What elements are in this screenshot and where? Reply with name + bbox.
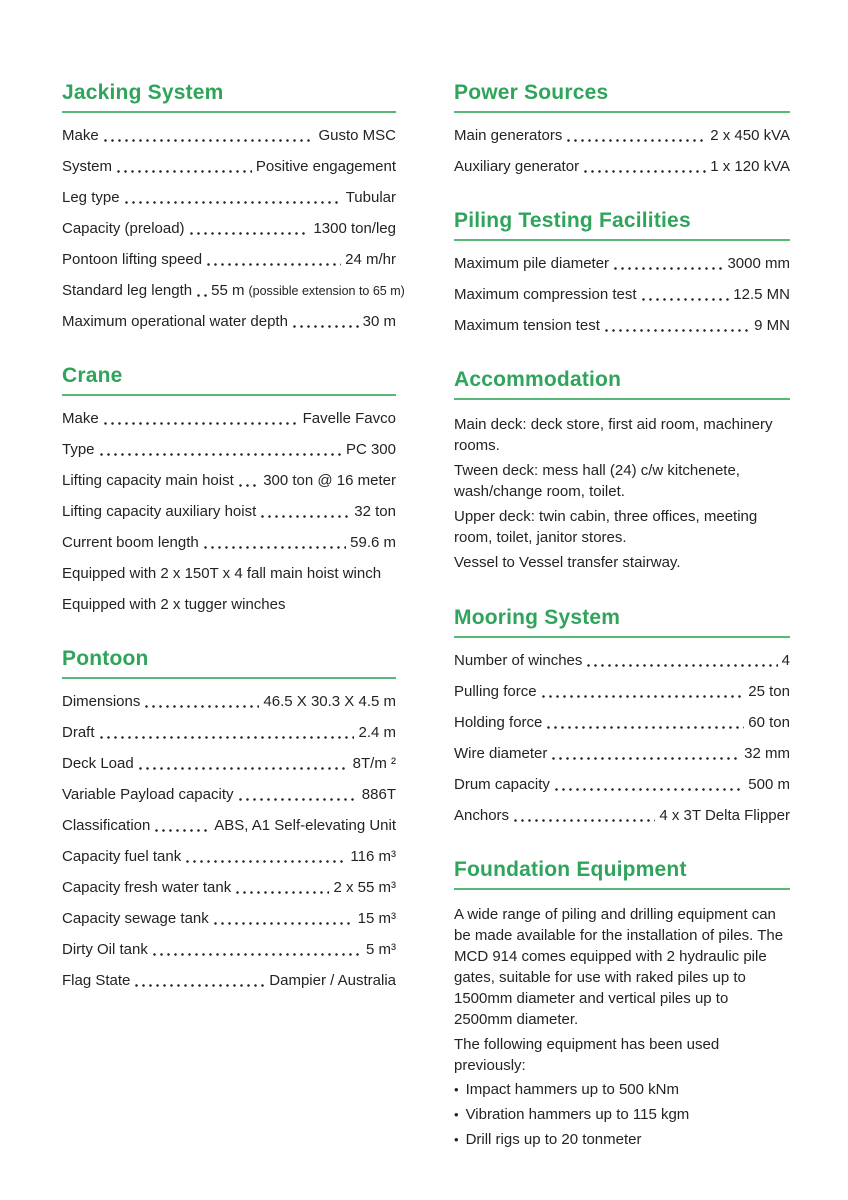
spec-label: Holding force xyxy=(454,714,543,731)
spec-value: 59.6 m xyxy=(350,534,396,551)
dot-leader xyxy=(514,819,655,822)
bullet-text: Impact hammers up to 500 kNm xyxy=(465,1081,679,1098)
spec-row xyxy=(454,127,790,145)
dot-leader xyxy=(100,736,355,739)
spec-label: Type xyxy=(62,441,95,458)
dot-leader xyxy=(117,170,252,173)
spec-row xyxy=(62,596,396,614)
spec-value: Tubular xyxy=(345,189,396,206)
spec-value: 886T xyxy=(361,786,396,803)
section-title: Accommodation xyxy=(454,368,622,391)
spec-value: PC 300 xyxy=(345,441,396,458)
spec-row xyxy=(454,807,790,825)
section-jacking-system xyxy=(62,80,405,331)
section-underline xyxy=(454,636,790,638)
spec-value: 55 m xyxy=(211,282,245,299)
bullet-text: Vibration hammers up to 115 kgm xyxy=(465,1106,690,1123)
spec-row xyxy=(454,158,790,176)
spec-row xyxy=(62,127,396,145)
spec-label: Main generators xyxy=(454,127,563,144)
spec-label: Anchors xyxy=(454,807,510,824)
spec-value: 15 m³ xyxy=(357,910,396,927)
spec-label: Make xyxy=(62,410,99,427)
section-power-sources xyxy=(454,80,790,176)
spec-value: 1 x 120 kVA xyxy=(710,158,790,175)
dot-leader xyxy=(186,860,346,863)
section-title: Power Sources xyxy=(454,81,609,104)
spec-row xyxy=(62,313,396,331)
dot-leader xyxy=(125,201,342,204)
spec-label: Pulling force xyxy=(454,683,537,700)
spec-row xyxy=(454,255,790,273)
spec-row xyxy=(62,282,405,300)
spec-row xyxy=(62,786,396,804)
spec-value: 5 m³ xyxy=(366,941,396,958)
spec-row xyxy=(454,745,790,763)
spec-value: 500 m xyxy=(748,776,790,793)
bullet-icon: • xyxy=(454,1082,459,1097)
spec-row xyxy=(62,220,396,238)
spec-row xyxy=(62,848,396,866)
section-mooring-system xyxy=(454,605,790,825)
spec-value: Positive engagement xyxy=(255,158,396,175)
dot-leader xyxy=(239,798,358,801)
bullet-icon: • xyxy=(454,1132,459,1147)
spec-value: 4 xyxy=(781,652,790,669)
spec-row xyxy=(62,472,396,490)
dot-leader xyxy=(155,829,210,832)
dot-leader xyxy=(204,546,346,549)
spec-label: Capacity fresh water tank xyxy=(62,879,232,896)
dot-leader xyxy=(587,664,777,667)
dot-leader xyxy=(552,757,740,760)
spec-row xyxy=(62,410,396,428)
dot-leader xyxy=(135,984,265,987)
spec-row xyxy=(454,317,790,335)
spec-row xyxy=(62,755,396,773)
spec-value: 4 x 3T Delta Flipper xyxy=(659,807,790,824)
spec-note: (possible extension to 65 m) xyxy=(248,284,405,298)
section-underline xyxy=(62,394,396,396)
spec-row xyxy=(62,503,396,521)
spec-label: Lifting capacity auxiliary hoist xyxy=(62,503,257,520)
spec-label: Capacity (preload) xyxy=(62,220,185,237)
section-foundation-equipment xyxy=(454,857,790,1150)
dot-leader xyxy=(642,298,730,301)
spec-label: Maximum operational water depth xyxy=(62,313,288,330)
spec-value: 2 x 450 kVA xyxy=(710,127,790,144)
spec-label: Dimensions xyxy=(62,693,141,710)
dot-leader xyxy=(153,953,362,956)
spec-label: System xyxy=(62,158,113,175)
spec-row xyxy=(62,972,396,990)
section-accommodation xyxy=(454,367,790,573)
dot-leader xyxy=(555,788,744,791)
spec-value: Gusto MSC xyxy=(318,127,396,144)
bullet-icon: • xyxy=(454,1107,459,1122)
spec-row xyxy=(62,441,396,459)
spec-row xyxy=(454,286,790,304)
section-underline xyxy=(454,111,790,113)
dot-leader xyxy=(236,891,329,894)
spec-label: Number of winches xyxy=(454,652,583,669)
dot-leader xyxy=(547,726,744,729)
section-crane xyxy=(62,363,396,614)
spec-label: Capacity fuel tank xyxy=(62,848,182,865)
spec-value: 2 x 55 m³ xyxy=(333,879,396,896)
dot-leader xyxy=(614,267,723,270)
dot-leader xyxy=(100,453,342,456)
dot-leader xyxy=(567,139,706,142)
spec-value: 25 ton xyxy=(748,683,790,700)
spec-row xyxy=(62,941,396,959)
spec-label: Wire diameter xyxy=(454,745,548,762)
spec-row xyxy=(62,534,396,552)
bullet-item xyxy=(454,1130,790,1150)
spec-label: Make xyxy=(62,127,99,144)
spec-value: 24 m/hr xyxy=(345,251,396,268)
spec-label: Deck Load xyxy=(62,755,134,772)
spec-label: Classification xyxy=(62,817,151,834)
section-pontoon xyxy=(62,646,396,990)
dot-leader xyxy=(261,515,350,518)
spec-value: Favelle Favco xyxy=(302,410,396,427)
bullet-item xyxy=(454,1105,790,1125)
spec-value: Dampier / Australia xyxy=(269,972,396,989)
bullet-text: Drill rigs up to 20 tonmeter xyxy=(465,1131,642,1148)
spec-value: 1300 ton/leg xyxy=(313,220,396,237)
dot-leader xyxy=(542,695,745,698)
spec-value: 30 m xyxy=(362,313,396,330)
spec-row xyxy=(62,879,396,897)
paragraph: Vessel to Vessel transfer stairway. xyxy=(454,554,681,571)
paragraph: Main deck: deck store, first aid room, machinery rooms. xyxy=(454,416,773,454)
section-piling-testing-facilities xyxy=(454,208,790,335)
spec-label: Maximum pile diameter xyxy=(454,255,610,272)
spec-label: Equipped with 2 x 150T x 4 fall main hoist winch xyxy=(62,565,382,582)
section-title: Piling Testing Facilities xyxy=(454,209,691,232)
spec-row xyxy=(62,251,396,269)
spec-row xyxy=(62,158,396,176)
spec-label: Equipped with 2 x tugger winches xyxy=(62,596,286,613)
dot-leader xyxy=(584,170,706,173)
spec-row xyxy=(62,565,396,583)
spec-label: Standard leg length xyxy=(62,282,193,299)
spec-label: Leg type xyxy=(62,189,120,206)
section-title: Pontoon xyxy=(62,647,149,670)
spec-value: 3000 mm xyxy=(727,255,790,272)
spec-value: 12.5 MN xyxy=(733,286,790,303)
spec-row xyxy=(454,776,790,794)
dot-leader xyxy=(139,767,349,770)
dot-leader xyxy=(197,294,207,297)
spec-row xyxy=(454,714,790,732)
spec-label: Draft xyxy=(62,724,95,741)
dot-leader xyxy=(207,263,341,266)
section-title: Mooring System xyxy=(454,606,621,629)
spec-row xyxy=(62,189,396,207)
spec-value: 9 MN xyxy=(754,317,790,334)
section-title: Foundation Equipment xyxy=(454,858,687,881)
spec-value: 46.5 X 30.3 X 4.5 m xyxy=(263,693,396,710)
spec-label: Flag State xyxy=(62,972,131,989)
spec-row xyxy=(62,817,396,835)
section-underline xyxy=(454,398,790,400)
dot-leader xyxy=(104,139,315,142)
dot-leader xyxy=(605,329,750,332)
dot-leader xyxy=(145,705,259,708)
section-underline xyxy=(454,239,790,241)
section-underline xyxy=(62,111,396,113)
section-underline xyxy=(62,677,396,679)
section-underline xyxy=(454,888,790,890)
spec-value: 116 m³ xyxy=(350,848,396,865)
left-column xyxy=(62,80,405,1022)
spec-row xyxy=(62,724,396,742)
spec-value: 300 ton @ 16 meter xyxy=(263,472,396,489)
spec-row xyxy=(454,652,790,670)
spec-label: Dirty Oil tank xyxy=(62,941,148,958)
spec-label: Variable Payload capacity xyxy=(62,786,234,803)
spec-value: ABS, A1 Self-elevating Unit xyxy=(214,817,396,834)
spec-value: 32 ton xyxy=(354,503,396,520)
right-column xyxy=(454,80,790,1182)
spec-label: Maximum compression test xyxy=(454,286,637,303)
dot-leader xyxy=(104,422,299,425)
paragraph: Tween deck: mess hall (24) c/w kitchenete, wash/change room, toilet. xyxy=(454,462,740,500)
spec-label: Current boom length xyxy=(62,534,199,551)
dot-leader xyxy=(214,922,354,925)
spec-label: Pontoon lifting speed xyxy=(62,251,203,268)
spec-label: Lifting capacity main hoist xyxy=(62,472,234,489)
dot-leader xyxy=(293,325,359,328)
spec-label: Capacity sewage tank xyxy=(62,910,209,927)
dot-leader xyxy=(190,232,310,235)
bullet-item xyxy=(454,1080,790,1100)
spec-row xyxy=(62,693,396,711)
spec-value: 32 mm xyxy=(744,745,790,762)
spec-label: Maximum tension test xyxy=(454,317,600,334)
paragraph: Upper deck: twin cabin, three offices, meeting room, toilet, janitor stores. xyxy=(454,508,758,546)
section-title: Crane xyxy=(62,364,123,387)
paragraph: A wide range of piling and drilling equipment can be made available for the installation of piles. The MCD 914 comes equipped with 2 hydraulic pile gates, suitable for use with raked piles up to 1500mm diameter and vertical piles up to 2500mm diameter. xyxy=(454,906,784,1028)
spec-label: Auxiliary generator xyxy=(454,158,580,175)
paragraph: The following equipment has been used previously: xyxy=(454,1036,720,1074)
spec-row xyxy=(454,683,790,701)
section-title: Jacking System xyxy=(62,81,224,104)
dot-leader xyxy=(239,484,259,487)
spec-value: 60 ton xyxy=(748,714,790,731)
spec-value: 8T/m ² xyxy=(352,755,396,772)
spec-row xyxy=(62,910,396,928)
spec-label: Drum capacity xyxy=(454,776,550,793)
spec-value: 2.4 m xyxy=(358,724,396,741)
